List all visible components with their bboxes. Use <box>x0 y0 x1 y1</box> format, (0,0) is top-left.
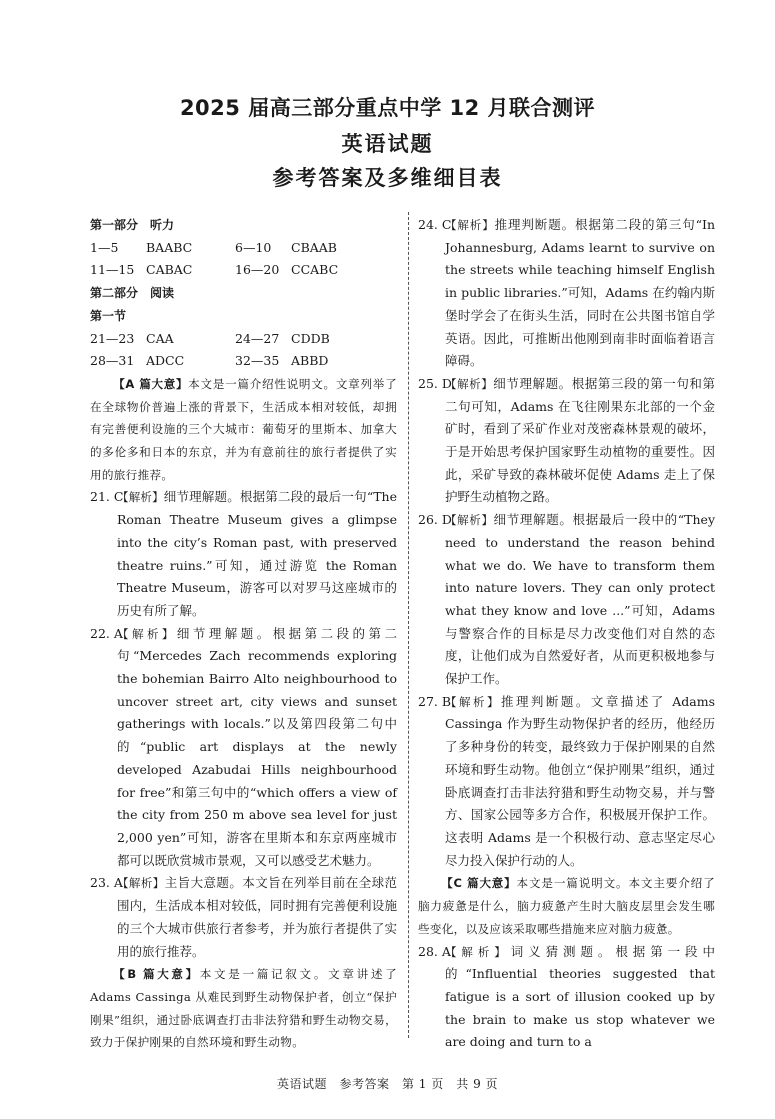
question-number: 26. D <box>418 512 452 528</box>
analysis-text: 推理判断题。根据第二段的第三句“In Johannesburg, Adams learnt to survive on the streets while teaching himself English in public libraries.”可知，Adams 在约翰内斯堡时学会了在街头生活，同时在公共图书馆自学英语。因此，可推断出他刚到南非时面临着语言障碍。 <box>445 217 715 369</box>
page-footer: 英语试题 参考答案 第 1 页 共 9 页 <box>276 1077 499 1091</box>
answer-keys: CBAAB <box>291 239 337 255</box>
answer-range: 24—27 <box>235 330 280 346</box>
answer-range: 6—10 <box>235 239 272 255</box>
analysis-tag: 【解析】 <box>117 490 164 505</box>
analysis-text: 细节理解题。根据第二段的第二句“Mercedes Zach recommends exploring the bohemian Bairro Alto neighbourhood to uncover street art, city views and sunset gatherings with locals.”以及第四段第二句中的“public art displays at the newly developed Azabudai Hills neighbourhood for free”和第三句中的“which offers a view of the city from 250 m above sea level for just 2,000 yen”可知，游客在里斯本和东京两座城市都可以既欣赏城市景观，又可以感受艺术魅力。 <box>117 625 397 868</box>
right-column <box>418 214 715 1054</box>
summary-tag: 【A 篇大意】 <box>113 376 189 391</box>
answer-range: 11—15 <box>90 262 135 278</box>
summary-tag: 【C 篇大意】 <box>441 876 517 891</box>
analysis-tag: 【解析】 <box>445 376 494 391</box>
analysis-text: 细节理解题。根据第三段的第一句和第二句可知，Adams 在飞往刚果东北部的一个金矿时，看到了采矿作业对茂密森林景观的破坏，于是开始思考保护国家野生动植物的重要性。因此，采矿导致的森林破坏促使 Adams 走上了保护野生动植物之路。 <box>445 375 715 505</box>
analysis-tag: 【解析】 <box>445 513 494 528</box>
column-divider <box>408 212 409 1038</box>
page-title: 2025 届高三部分重点中学 12 月联合测评 <box>179 96 596 120</box>
answer-26 <box>418 509 715 691</box>
question-number: 22. A <box>90 625 123 641</box>
answer-range: 21—23 <box>90 330 135 346</box>
answer-keys: CAA <box>146 330 174 346</box>
answer-21 <box>90 486 397 622</box>
analysis-text: 主旨大意题。本文旨在列举目前在全球范围内，生活成本相对较低，同时拥有完善便利设施的三个大城市供旅行者参考，并为旅行者提供了实用的旅行推荐。 <box>117 875 397 959</box>
answer-keys: ADCC <box>146 353 185 369</box>
analysis-text: 细节理解题。根据最后一段中的“They need to understand the reason behind what we do. We have to transform them into nature lovers. They can only protect what they know and love ...”可知，Adams 与警察合作的目标是尽力改变他们对自然的态度，让他们成为自然爱好者，从而更积极地参与保护工作。 <box>445 512 716 687</box>
analysis-tag: 【解析】 <box>117 626 177 641</box>
part1-heading: 第一部分 听力 <box>90 218 175 232</box>
question-number: 25. D <box>418 375 452 391</box>
answer-keys: ABBD <box>291 353 329 369</box>
passage-b-summary <box>90 963 397 1054</box>
answer-row <box>90 237 397 260</box>
summary-text: 本文是一篇记叙文。文章讲述了 Adams Cassinga 从难民到野生动物保护者，创立“保护刚果”组织，通过卧底调查打击非法狩猎和野生动物交易，致力于保护刚果的自然环境和野生动物。 <box>90 967 397 1050</box>
part2-heading: 第二部分 阅读 <box>90 286 175 301</box>
answer-24 <box>418 214 715 373</box>
question-number: 24. C <box>418 217 452 232</box>
answer-keys: CCABC <box>291 262 339 278</box>
answer-range: 32—35 <box>235 353 280 369</box>
answer-range: 1—5 <box>90 239 119 255</box>
answer-23 <box>90 872 397 963</box>
summary-text: 本文是一篇介绍性说明文。文章列举了在全球物价普遍上涨的背景下，生活成本相对较低，却拥有完善便利设施的三个大城市：葡萄牙的里斯本、加拿大的多伦多和日本的东京，并为有意前往的旅行者提供了实用的旅行推荐。 <box>90 376 397 482</box>
answer-range: 28—31 <box>90 353 135 369</box>
answer-22 <box>90 623 397 873</box>
subject-title: 英语试题 <box>341 132 434 156</box>
page-subtitle: 参考答案及多维细目表 <box>272 166 503 190</box>
answer-row <box>90 259 397 282</box>
question-number: 27. B <box>418 693 452 709</box>
summary-tag: 【B 篇大意】 <box>113 967 200 982</box>
left-column <box>90 214 397 1054</box>
analysis-tag: 【解析】 <box>445 694 501 709</box>
question-number: 23. A <box>90 875 123 891</box>
answer-range: 16—20 <box>235 262 280 278</box>
analysis-text: 细节理解题。根据第二段的最后一句“The Roman Theatre Museum gives a glimpse into the city’s Roman past, with preserved theatre ruins.”可知，通过游览 the Roman Theatre Museum，游客可以对罗马这座城市的历史有所了解。 <box>117 489 397 618</box>
passage-a-summary <box>90 373 397 487</box>
answer-keys: BAABC <box>146 239 193 255</box>
summary-text: 本文是一篇说明文。本文主要介绍了脑力疲惫是什么，脑力疲惫产生时大脑皮层里会发生哪些变化，以及应该采取哪些措施来应对脑力疲惫。 <box>418 876 715 936</box>
answer-row <box>90 350 397 373</box>
answer-keys: CABAC <box>146 262 193 278</box>
question-number: 28. A <box>418 943 451 959</box>
answer-27 <box>418 691 715 873</box>
question-number: 21. C <box>90 489 124 505</box>
answer-keys: CDDB <box>291 330 330 346</box>
analysis-tag: 【解析】 <box>445 218 495 232</box>
analysis-tag: 【解析】 <box>117 876 165 891</box>
answer-row <box>90 328 397 351</box>
passage-c-summary <box>418 872 715 940</box>
analysis-text: 词义猜测题。根据第一段中的“Influential theories suggested that fatigue is a sort of illusion cooked up by the brain to make us stop whatever we are doing and turn to a <box>445 943 715 1050</box>
analysis-text: 推理判断题。文章描述了 Adams Cassinga 作为野生动物保护者的经历，他经历了多种身份的转变，最终致力于保护刚果的自然环境和野生动物。他创立“保护刚果”组织，通过卧底调查打击非法狩猎和野生动物交易，并与警方、国家公园等多方合作，积极展开保护工作。这表明 Adams 是一个积极行动、意志坚定尽心尽力投入保护行动的人。 <box>445 693 716 868</box>
answer-25 <box>418 373 715 509</box>
analysis-tag: 【解析】 <box>445 944 511 959</box>
answer-28 <box>418 941 715 1055</box>
section1-heading: 第一节 <box>90 308 127 323</box>
